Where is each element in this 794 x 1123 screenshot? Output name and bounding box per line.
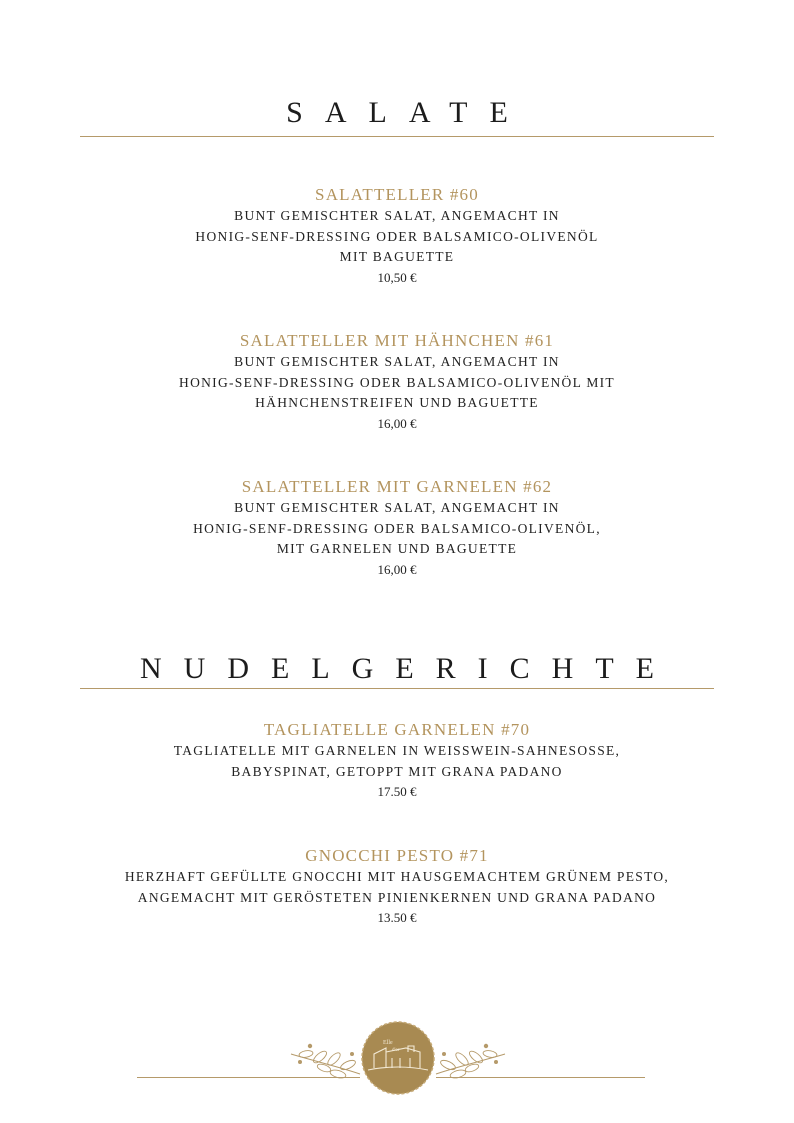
svg-text:Elle: Elle xyxy=(383,1040,393,1046)
menu-item-price: 16,00 € xyxy=(377,415,417,431)
menu-item-description: HERZHAFT GEFÜLLTE GNOCCHI MIT HAUSGEMACHTEM GRÜNEM PESTO, xyxy=(124,869,670,884)
menu-item-price: 13.50 € xyxy=(377,910,417,925)
svg-text:d'or: d'or xyxy=(392,1048,400,1053)
menu-item-description: ANGEMACHT MIT GERÖSTETEN PINIENKERNEN UND GRANA PADANO xyxy=(137,889,657,905)
menu-item xyxy=(0,184,794,288)
section-divider xyxy=(80,136,714,137)
menu-item-description: BABYSPINAT, GETOPPT MIT GRANA PADANO xyxy=(231,763,563,779)
menu-item-description: BUNT GEMISCHTER SALAT, ANGEMACHT IN xyxy=(234,208,560,223)
menu-item-description: TAGLIATELLE MIT GARNELEN IN WEISSWEIN-SAHNESOSSE, xyxy=(173,743,621,758)
menu-item xyxy=(0,330,794,434)
section-title-nudelgerichte: NUDELGERICHTE xyxy=(140,652,676,685)
menu-item-price: 10,50 € xyxy=(377,269,417,285)
menu-item-name: SALATTELLER MIT GARNELEN #62 xyxy=(241,477,553,496)
menu-item-description: BUNT GEMISCHTER SALAT, ANGEMACHT IN xyxy=(234,500,560,515)
menu-item-description: MIT BAGUETTE xyxy=(339,249,455,264)
section-divider xyxy=(80,688,714,689)
menu-item-description: HONIG-SENF-DRESSING ODER BALSAMICO-OLIVENÖL MIT xyxy=(179,374,615,390)
menu-item-price: 16,00 € xyxy=(377,561,417,577)
menu-item-description: HONIG-SENF-DRESSING ODER BALSAMICO-OLIVENÖL xyxy=(195,228,599,244)
menu-item-description: HONIG-SENF-DRESSING ODER BALSAMICO-OLIVENÖL, xyxy=(193,520,601,536)
menu-item-description: HÄHNCHENSTREIFEN UND BAGUETTE xyxy=(255,395,539,410)
leaf-wreath-logo-icon xyxy=(288,1018,508,1098)
menu-item-price: 17.50 € xyxy=(377,784,417,799)
menu-item-name: SALATTELLER #60 xyxy=(315,185,479,204)
menu-item-name: TAGLIATELLE GARNELEN #70 xyxy=(263,720,531,739)
menu-item xyxy=(0,476,794,580)
menu-item-description: MIT GARNELEN UND BAGUETTE xyxy=(276,541,518,556)
menu-item-name: GNOCCHI PESTO #71 xyxy=(305,846,489,865)
menu-item xyxy=(0,719,794,802)
menu-item-name: SALATTELLER MIT HÄHNCHEN #61 xyxy=(239,331,555,350)
menu-item xyxy=(0,845,794,928)
section-title-salate: SALATE xyxy=(286,96,530,129)
menu-item-description: BUNT GEMISCHTER SALAT, ANGEMACHT IN xyxy=(234,354,560,369)
